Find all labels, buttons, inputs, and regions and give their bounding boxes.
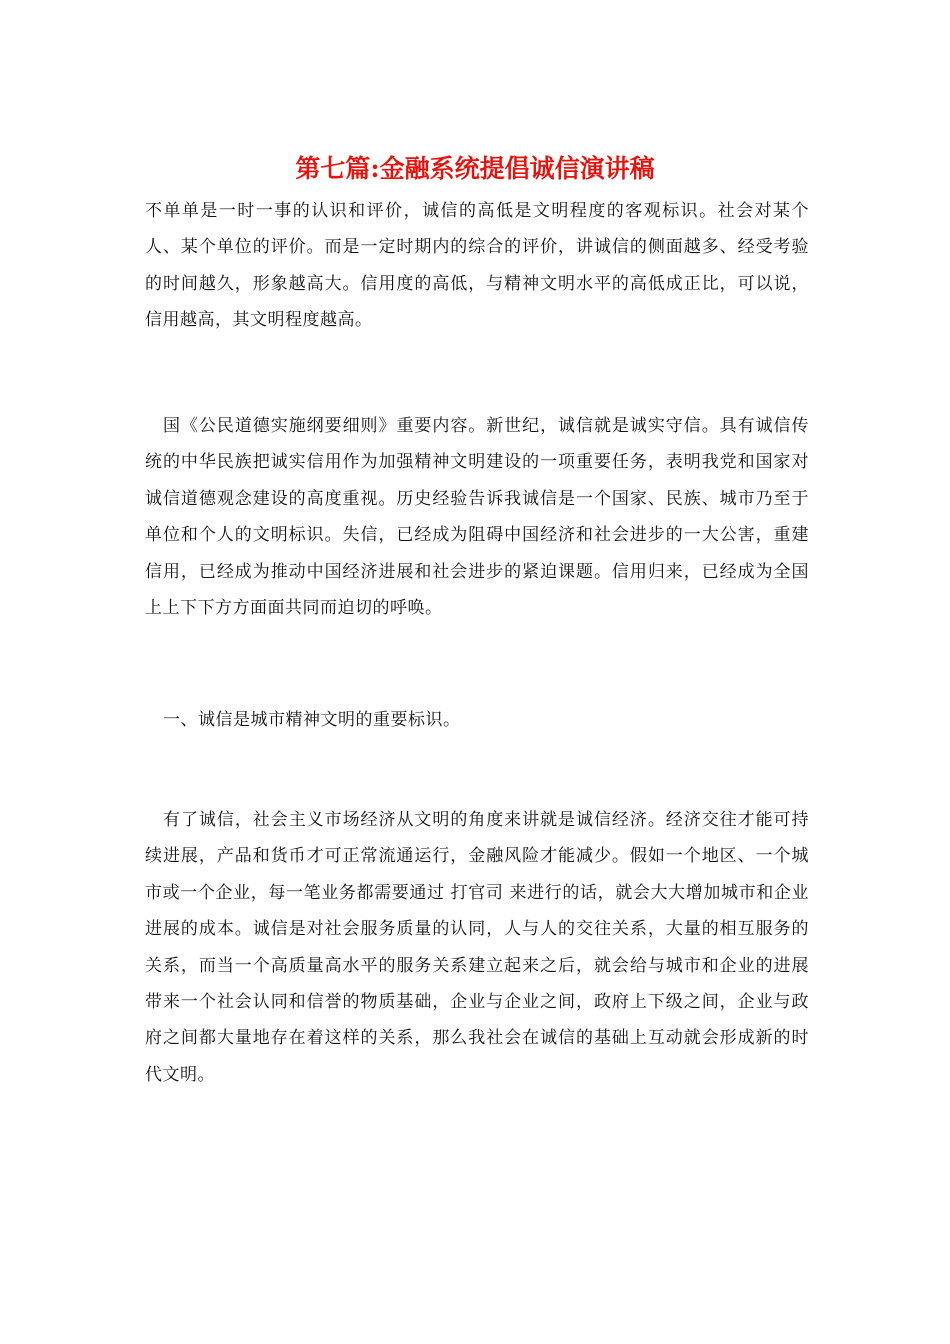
paragraph-1: 不单单是一时一事的认识和评价，诚信的高低是文明程度的客观标识。社会对某个人、某个单位的评价。而是一定时期内的综合的评价，讲诚信的侧面越多、经受考验的时间越久，形象越高大。信用度的高低，与精神文明水平的高低成正比，可以说，信用越高，其文明程度越高。 — [145, 201, 809, 331]
section-heading-1: 一、诚信是城市精神文明的重要标识。 — [163, 710, 461, 730]
paragraph-3: 有了诚信，社会主义市场经济从文明的角度来讲就是诚信经济。经济交往才能可持续进展，产品和货币才可正常流通运行，金融风险才能减少。假如一个地区、一个城市或一个企业，每一笔业务都需要通过 打官司 来进行的话，就会大大增加城市和企业进展的成本。诚信是对社会服务质量的认同，人与人的交往关系，大量的相互服务的关系，而当一个高质量高水平的服务关系建立起来之后，就会给与城市和企业的进展带来一个社会认同和信誉的物质基础，企业与企业之间，政府上下级之间，企业与政府之间都大量地存在着这样的关系，那么我社会在诚信的基础上互动就会形成新的时代文明。 — [145, 810, 809, 1085]
paragraph-2: 国《公民道德实施纲要细则》重要内容。新世纪，诚信就是诚实守信。具有诚信传统的中华民族把诚实信用作为加强精神文明建设的一项重要任务，表明我党和国家对诚信道德观念建设的高度重视。历史经验告诉我诚信是一个国家、民族、城市乃至于单位和个人的文明标识。失信，已经成为阻碍中国经济和社会进步的一大公害，重建信用，已经成为推动中国经济进展和社会进步的紧迫课题。信用归来，已经成为全国上上下下方方面面共同而迫切的呼唤。 — [145, 416, 809, 619]
document-title: 第七篇:金融系统提倡诚信演讲稿 — [295, 154, 655, 183]
